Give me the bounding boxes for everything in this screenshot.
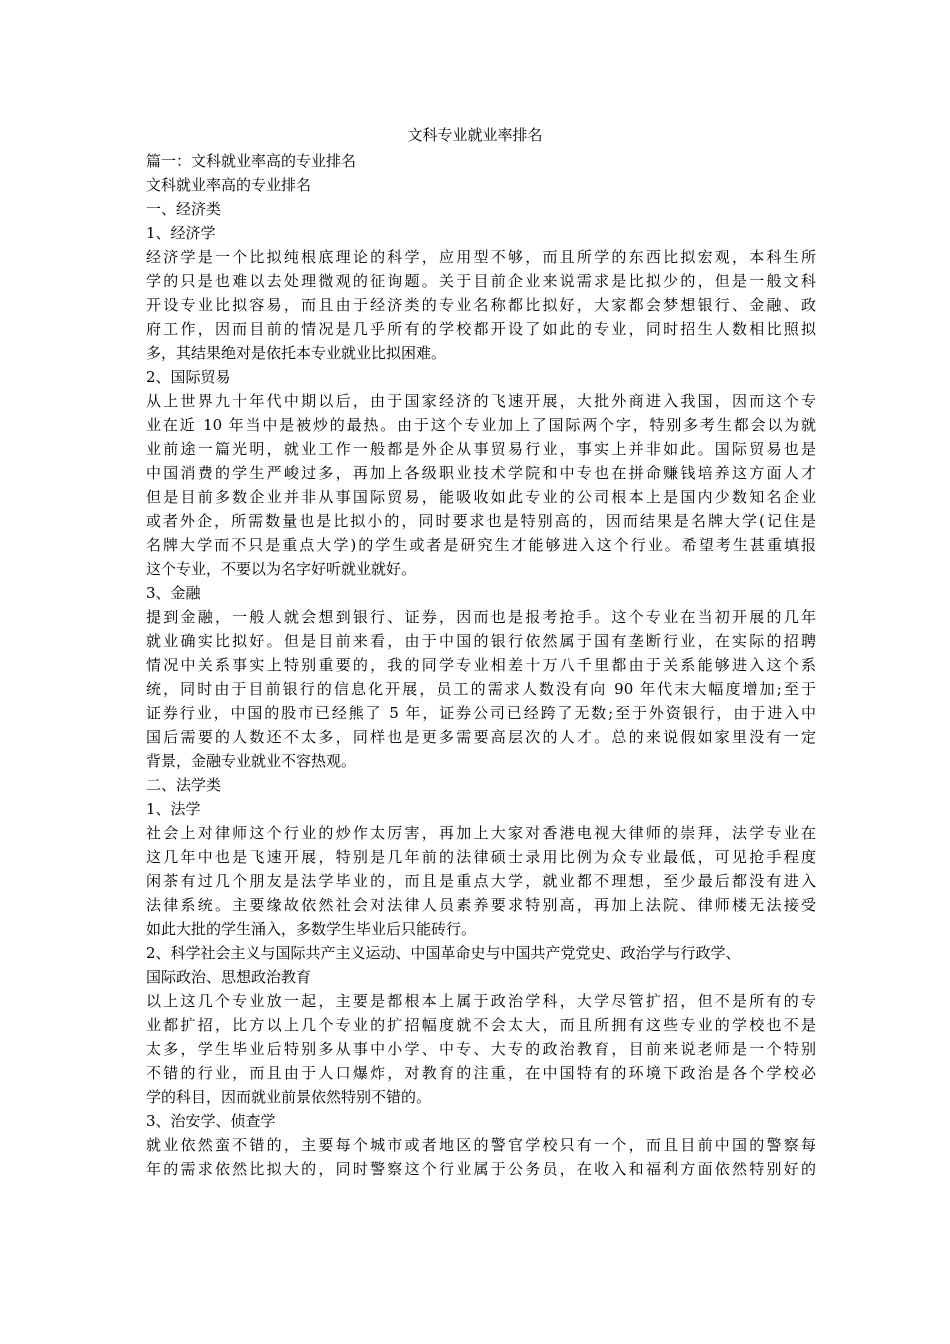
text-line: 一、经济类 [146, 200, 222, 218]
text-line: 太多，学生毕业后特别多从事中小学、中专、大专的政治教育，目前来说老师是一个特别 [146, 1040, 816, 1058]
text-line: 文科就业率高的专业排名 [146, 176, 312, 194]
text-line: 提到金融，一般人就会想到银行、证券，因而也是报考抢手。这个专业在当初开展的几年 [146, 608, 816, 626]
text-line: 情况中关系事实上特别重要的，我的同学专业相差十万八千里都由于关系能够进入这个系 [146, 656, 816, 674]
text-line: 2、国际贸易 [146, 368, 231, 386]
text-line: 就业依然蛮不错的，主要每个城市或者地区的警官学校只有一个，而且目前中国的警察每 [146, 1136, 816, 1154]
text-line: 学的只是也难以去处理微观的征询题。关于目前企业来说需求是比拟少的，但是一般文科 [146, 272, 816, 290]
text-line: 国后需要的人数还不太多，同样也是更多需要高层次的人才。总的来说假如家里没有一定 [146, 728, 816, 746]
text-line: 或者外企，所需数量也是比拟小的，同时要求也是特别高的，因而结果是名牌大学(记住是 [146, 512, 816, 530]
text-line: 名牌大学而不只是重点大学)的学生或者是研究生才能够进入这个行业。希望考生甚重填报 [146, 536, 816, 554]
text-line: 多，其结果绝对是依托本专业就业比拟困难。 [146, 344, 447, 362]
text-line: 府工作，因而目前的情况是几乎所有的学校都开设了如此的专业，同时招生人数相比照拟 [146, 320, 816, 338]
text-line: 2、科学社会主义与国际共产主义运动、中国革命史与中国共产党党史、政治学与行政学、 [146, 944, 741, 962]
text-line: 年的需求依然比拟大的，同时警察这个行业属于公务员，在收入和福利方面依然特别好的 [146, 1160, 816, 1178]
text-line: 但是目前多数企业并非从事国际贸易，能吸收如此专业的公司根本上是国内少数知名企业 [146, 488, 816, 506]
text-line: 如此大批的学生涌入，多数学生毕业后只能砖行。 [146, 920, 477, 938]
text-line: 学的科目，因而就业前景依然特别不错的。 [146, 1088, 432, 1106]
text-line: 1、经济学 [146, 224, 216, 242]
text-line: 开设专业比拟容易，而且由于经济类的专业名称都比拟好，大家都会梦想银行、金融、政 [146, 296, 816, 314]
text-line: 就业确实比拟好。但是目前来看，由于中国的银行依然属于国有垄断行业，在实际的招聘 [146, 632, 816, 650]
text-line: 从上世界九十年代中期以后，由于国家经济的飞速开展，大批外商进入我国，因而这个专 [146, 392, 816, 410]
text-line: 以上这几个专业放一起，主要是都根本上属于政治学科，大学尽管扩招，但不是所有的专 [146, 992, 816, 1010]
text-line: 这几年中也是飞速开展，特别是几年前的法律硕士录用比例为众专业最低，可见抢手程度 [146, 848, 816, 866]
text-line: 业在近 10 年当中是被炒的最热。由于这个专业加上了国际两个字，特别多考生都会以为就 [146, 416, 816, 434]
text-line: 经济学是一个比拟纯根底理论的科学，应用型不够，而且所学的东西比拟宏观，本科生所 [146, 248, 816, 266]
document-body [146, 149, 816, 1181]
text-line: 这个专业，不要以为名字好听就业就好。 [146, 560, 417, 578]
text-line: 国际政治、思想政治教育 [146, 968, 312, 986]
text-line: 3、金融 [146, 584, 201, 602]
text-line: 社会上对律师这个行业的炒作太厉害，再加上大家对香港电视大律师的崇拜，法学专业在 [146, 824, 816, 842]
text-line: 法律系统。主要缘故依然社会对法律人员素养要求特别高，再加上法院、律师楼无法接受 [146, 896, 816, 914]
text-line: 1、法学 [146, 800, 201, 818]
document-title: 文科专业就业率排名 [407, 126, 543, 144]
text-line: 统，同时由于目前银行的信息化开展，员工的需求人数没有向 90 年代末大幅度增加;至于 [146, 680, 816, 698]
text-line: 业前途一篇光明，就业工作一般都是外企从事贸易行业，事实上并非如此。国际贸易也是 [146, 440, 816, 458]
text-line: 中国消费的学生严峻过多，再加上各级职业技术学院和中专也在拼命赚钱培养这方面人才 [146, 464, 816, 482]
text-line: 业都扩招，比方以上几个专业的扩招幅度就不会太大，而且所拥有这些专业的学校也不是 [146, 1016, 816, 1034]
text-line: 证券行业，中国的股市已经熊了 5 年，证券公司已经跨了无数;至于外资银行，由于进入中 [146, 704, 816, 722]
text-line: 背景，金融专业就业不容热观。 [146, 752, 357, 770]
text-line: 闲茶有过几个朋友是法学毕业的，而且是重点大学，就业都不理想，至少最后都没有进入 [146, 872, 816, 890]
text-line: 二、法学类 [146, 776, 222, 794]
text-line: 不错的行业，而且由于人口爆炸，对教育的注重，在中国特有的环境下政治是各个学校必 [146, 1064, 816, 1082]
text-line: 篇一：文科就业率高的专业排名 [146, 152, 357, 170]
text-line: 3、治安学、侦查学 [146, 1112, 276, 1130]
